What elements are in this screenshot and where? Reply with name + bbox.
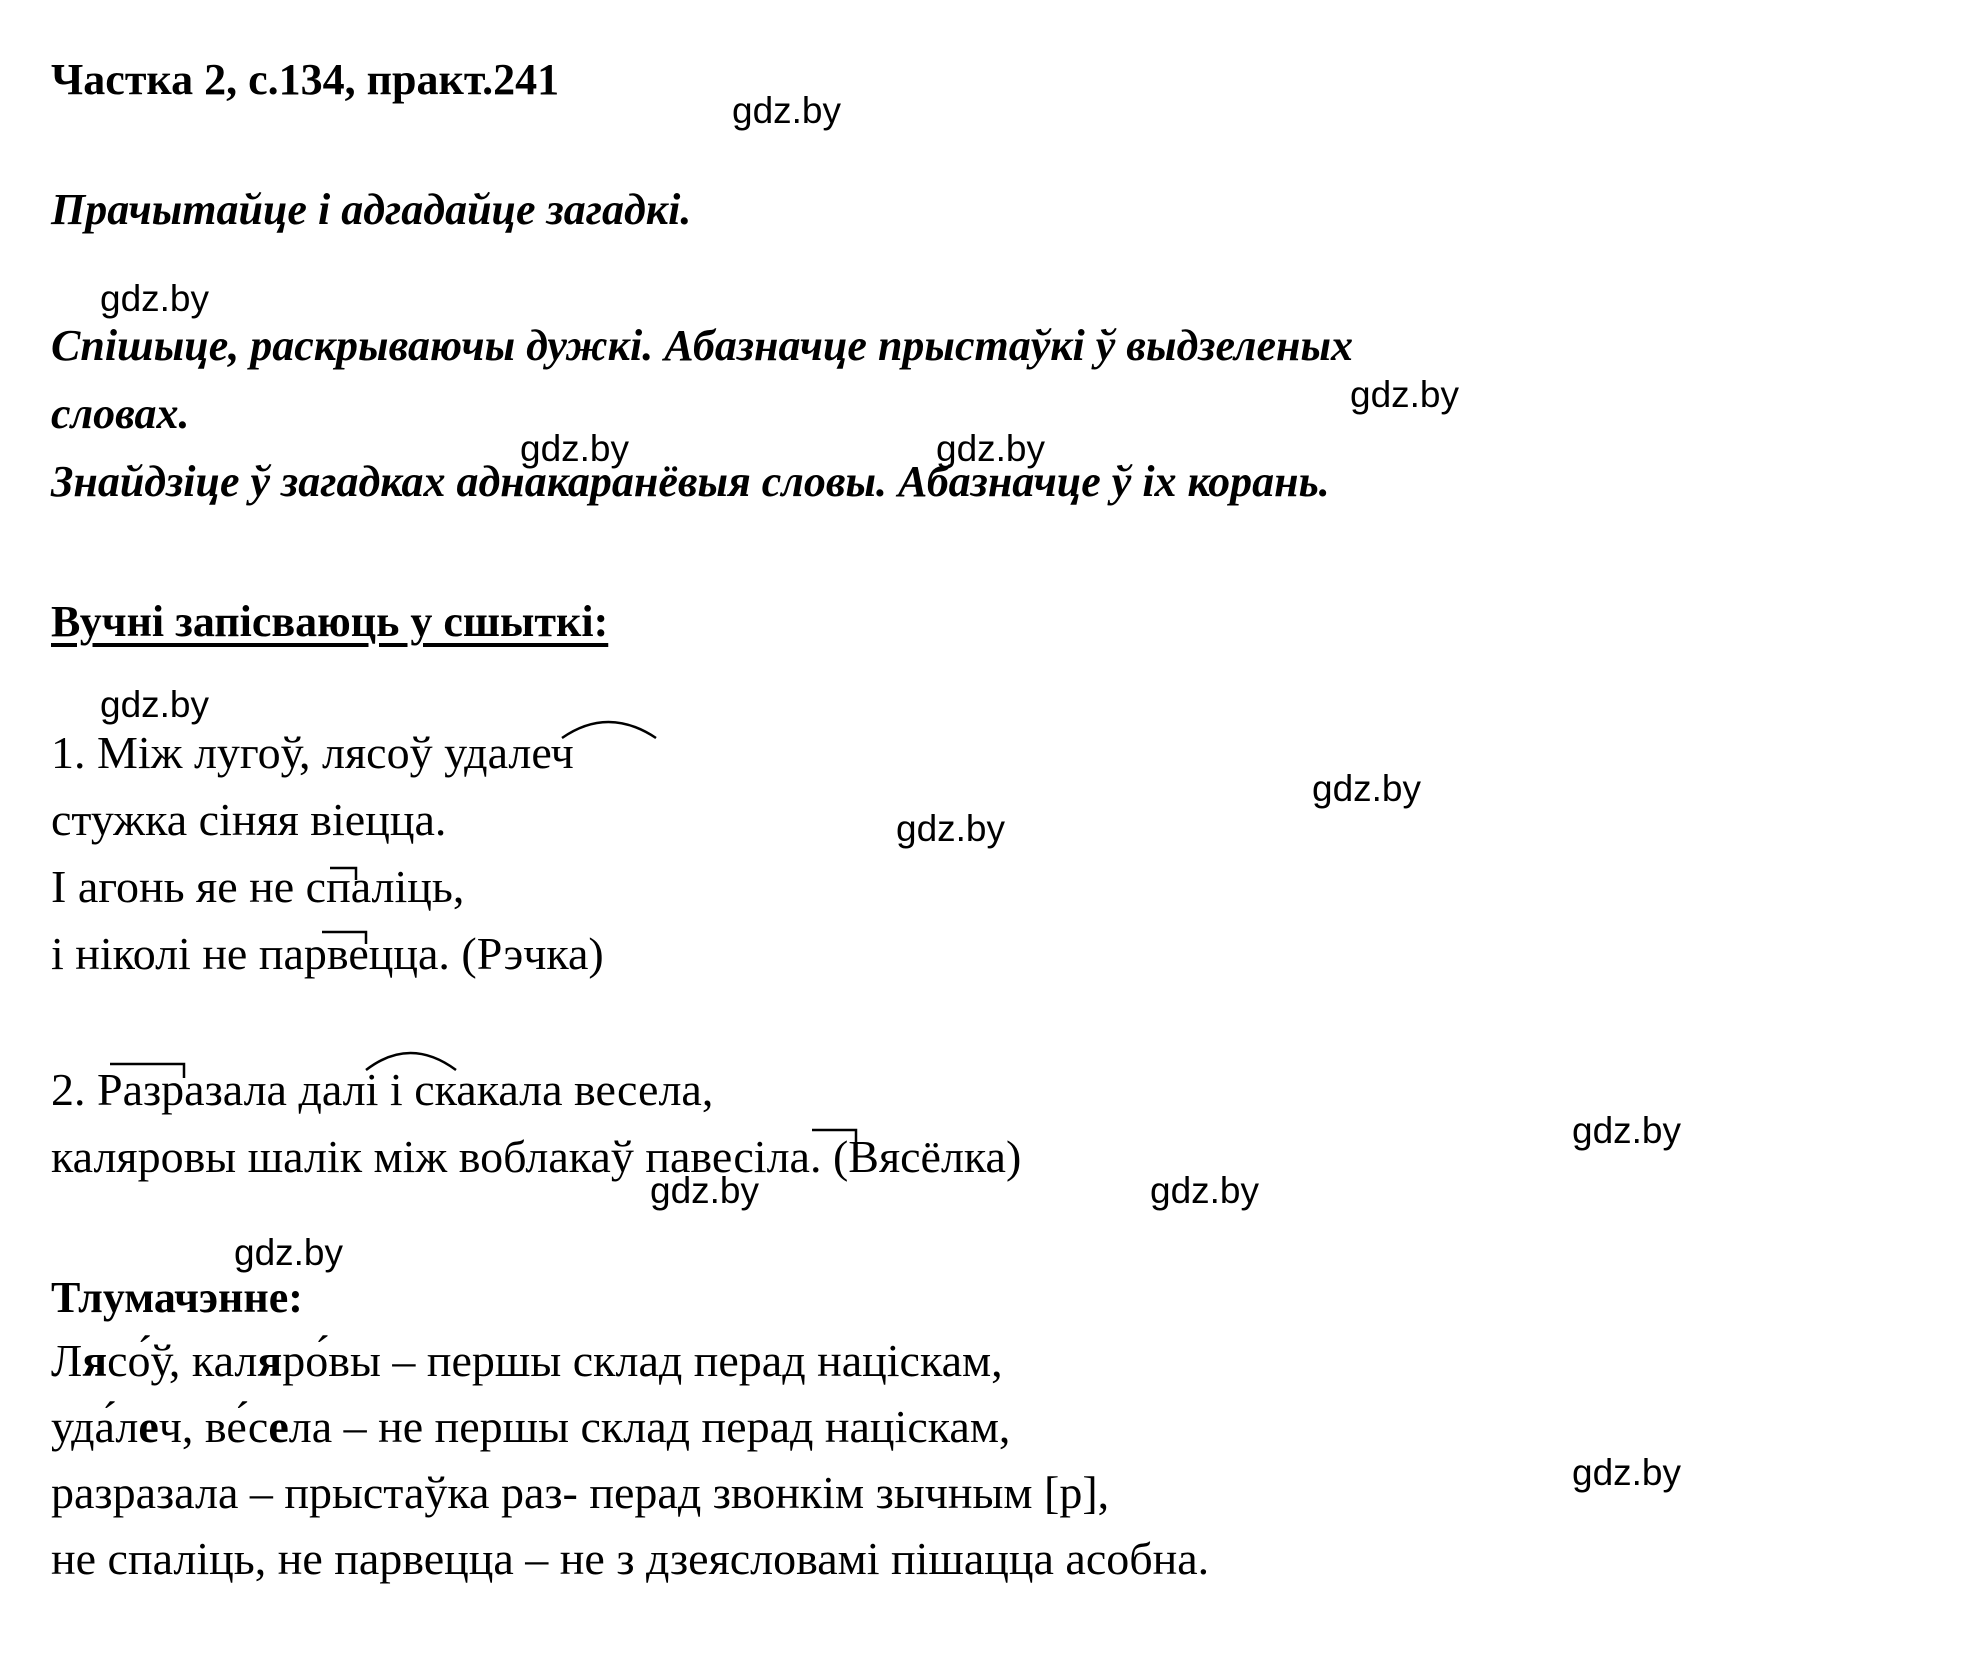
watermark: gdz.by: [100, 278, 210, 319]
prefix-raz: Раз: [97, 1064, 162, 1115]
task-2: Спішыце, раскрываючы дужкі. Абазначце прыстаўкі ў выдзеленых: [51, 321, 1353, 370]
expl-1b: я: [82, 1335, 108, 1386]
expl-1g: р: [282, 1335, 306, 1386]
expl-2h: е: [268, 1401, 289, 1452]
explanation-line-3: разразала – прыстаўка раз- перад звонкім зычным [р],: [51, 1467, 1110, 1518]
watermark: gdz.by: [1350, 374, 1460, 415]
riddle-1-line-3: [51, 861, 465, 912]
riddle-2-line-2: [51, 1131, 1022, 1182]
watermark: gdz.by: [234, 1232, 344, 1273]
expl-1h: о́: [305, 1335, 329, 1386]
task-2-cont: словах.: [51, 389, 190, 438]
riddle-1-line-4: [51, 928, 604, 979]
watermark: gdz.by: [100, 684, 210, 725]
watermark: gdz.by: [1312, 768, 1422, 809]
riddle-2-line-1: [51, 1064, 714, 1115]
task-3: Знайдзіце ў загадках аднакаранёвыя словы. Абазначце ў іх корань.: [51, 457, 1330, 506]
riddle-1-l4c: рвецца. (Рэчка): [303, 928, 604, 979]
riddle-2-l1c: разала: [161, 1064, 299, 1115]
riddle-1-l4a: і ніколі не: [51, 928, 259, 979]
expl-1a: Л: [51, 1335, 83, 1386]
explanation-line-1: [51, 1335, 1003, 1386]
expl-1e: ў, кал: [150, 1335, 258, 1386]
watermark: gdz.by: [1572, 1110, 1682, 1151]
expl-1c: с: [107, 1335, 128, 1386]
riddle-1-l3c: паліць,: [326, 861, 465, 912]
riddle-1-l1a: 1. Між лугоў, лясоў у: [51, 727, 465, 778]
section-title: Вучні запісваюць у сшыткі:: [51, 597, 609, 646]
root-dali: дал: [298, 1064, 366, 1115]
page-title: [51, 55, 560, 104]
watermark: gdz.by: [1572, 1452, 1682, 1493]
riddle-1-line-2: стужка сіняя віецца.: [51, 794, 447, 845]
root-arc-udalech: [562, 722, 656, 738]
expl-2d: е: [138, 1401, 159, 1452]
watermark: gdz.by: [936, 428, 1046, 469]
watermark: gdz.by: [1150, 1170, 1260, 1211]
riddle-1-line-1: [51, 727, 574, 778]
riddle-1-l3a: І агонь яе не: [51, 861, 306, 912]
watermark: gdz.by: [520, 428, 630, 469]
expl-2i: ла – не першы склад перад націскам,: [288, 1401, 1011, 1452]
expl-2c: л: [115, 1401, 139, 1452]
explanation-title: Тлумачэнне:: [51, 1273, 303, 1322]
riddle-2-l2a: каляровы шалік між воблакаў: [51, 1131, 646, 1182]
watermark: gdz.by: [650, 1170, 760, 1211]
riddle-2-l1a: 2.: [51, 1064, 97, 1115]
expl-1i: вы – першы склад перад націскам,: [328, 1335, 1003, 1386]
watermark: gdz.by: [896, 808, 1006, 849]
root-udalech: дал: [464, 727, 532, 778]
prefix-pa-1: па: [258, 928, 304, 979]
prefix-pa-2: па: [645, 1131, 691, 1182]
task-1: Прачытайце і адгадайце загадкі.: [51, 185, 692, 234]
expl-2g: с: [247, 1401, 269, 1452]
expl-2b: а́: [94, 1401, 116, 1452]
riddle-2-l2c: весіла. (Вясёлка): [690, 1131, 1022, 1182]
explanation-line-4: не спаліць, не парвецца – не з дзеясловамі пішацца асобна.: [51, 1533, 1210, 1584]
riddle-1-l1c: еч: [531, 727, 574, 778]
expl-2f: е́: [226, 1401, 248, 1452]
explanation-line-2: [51, 1401, 1011, 1452]
watermark: gdz.by: [732, 90, 842, 131]
expl-1d: о́: [127, 1335, 151, 1386]
page-title-text: Частка 2, с.134, практ.241: [51, 55, 560, 104]
expl-1f: я: [257, 1335, 283, 1386]
riddle-2-l1e: і і скакала весела,: [365, 1064, 714, 1115]
expl-2e: ч, в: [158, 1401, 227, 1452]
prefix-s: с: [305, 861, 327, 912]
expl-2a: уд: [51, 1401, 95, 1452]
